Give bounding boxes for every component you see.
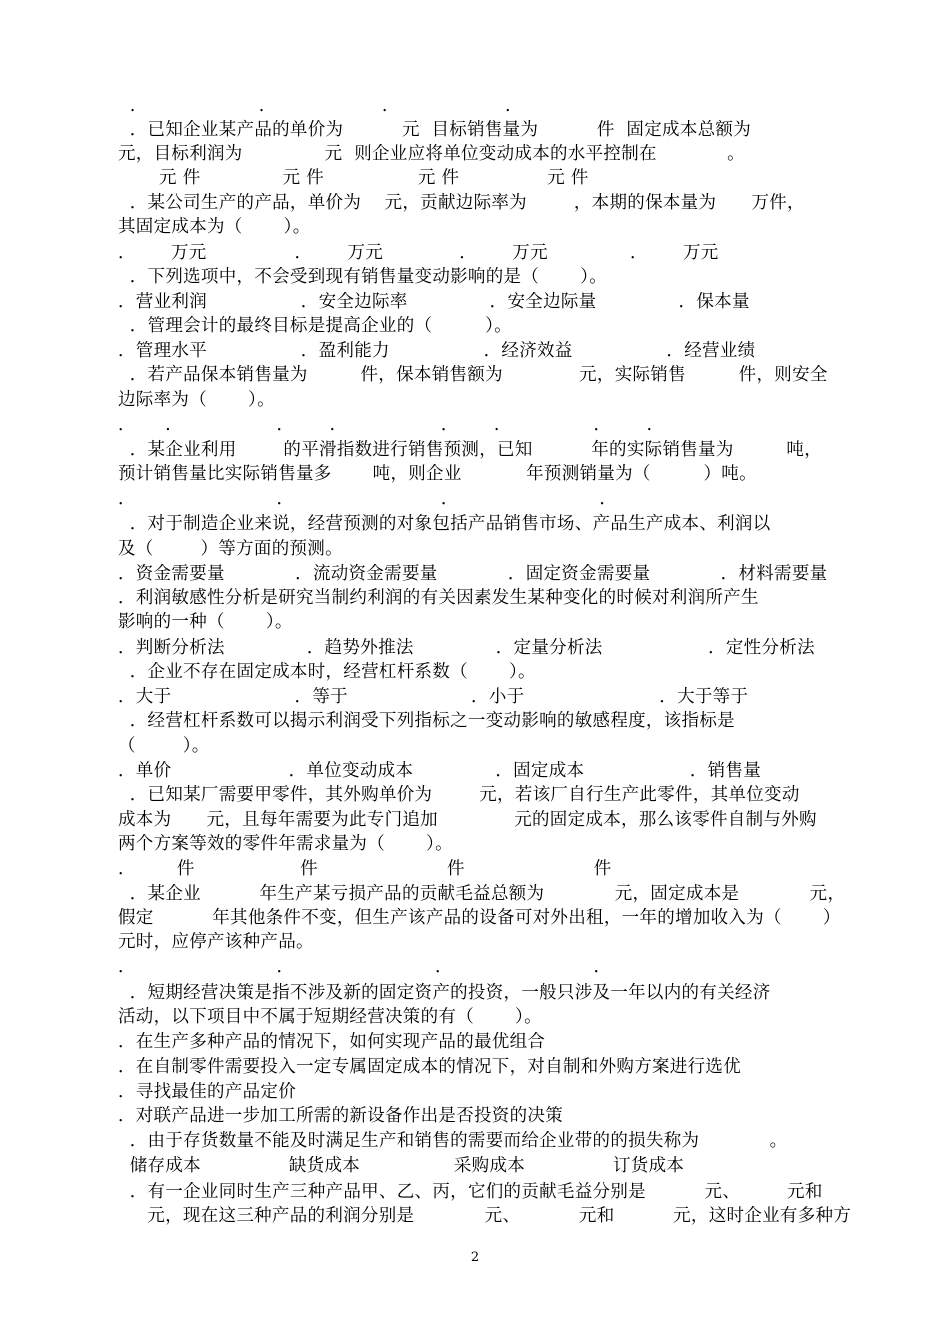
text-line: ．已知某厂需要甲零件，其外购单价为 元，若该厂自行生产此零件，其单位变动 xyxy=(118,785,800,805)
text-line: 其固定成本为（ ）。 xyxy=(118,217,311,237)
text-line: ．某企业利用 的平滑指数进行销售预测，已知 年的实际销售量为 吨， xyxy=(118,440,823,460)
text-line: 预计销售量比实际销售量多 吨，则企业 年预测销量为（ ）吨。 xyxy=(118,464,757,484)
text-line: ．管理水平 ．盈利能力 ．经济效益 ．经营业绩 xyxy=(118,341,756,361)
text-line: ．营业利润 ．安全边际率 ．安全边际量 ．保本量 xyxy=(118,292,750,312)
text-line: ．某企业 年生产某亏损产品的贡献毛益总额为 元，固定成本是 元， xyxy=(118,884,846,904)
text-line: ．下列选项中，不会受到现有销售量变动影响的是（ ）。 xyxy=(118,267,608,287)
text-line: 假定 年其他条件不变，但生产该产品的设备可对外出租，一年的增加收入为（ ） xyxy=(118,908,841,928)
text-line: 元，目标利润为 元 则企业应将单位变动成本的水平控制在 。 xyxy=(118,144,745,164)
text-line: ． . ． . ． . ． . xyxy=(118,415,653,435)
text-line: ．经营杠杆系数可以揭示利润受下列指标之一变动影响的敏感程度，该指标是 xyxy=(118,711,735,731)
text-line: . . . . xyxy=(118,96,511,116)
text-line: ．判断分析法 ．趋势外推法 ．定量分析法 ．定性分析法 xyxy=(118,638,815,658)
text-line: 活动，以下项目中不属于短期经营决策的有（ ）。 xyxy=(118,1007,542,1027)
text-line: ．利润敏感性分析是研究当制约利润的有关因素发生某种变化的时候对利润所产生 xyxy=(118,588,759,608)
text-line: ．已知企业某产品的单价为 元 目标销售量为 件 固定成本总额为 xyxy=(118,120,752,140)
text-line: ． ． ． ． xyxy=(118,489,618,509)
text-line: ．寻找最佳的产品定价 xyxy=(118,1082,296,1102)
text-line: ．在自制零件需要投入一定专属固定成本的情况下，对自制和外购方案进行选优 xyxy=(118,1057,741,1077)
text-line: ．对于制造企业来说，经营预测的对象包括产品销售市场、产品生产成本、利润以 xyxy=(118,514,771,534)
text-line: ．资金需要量 ．流动资金需要量 ．固定资金需要量 ．材料需要量 xyxy=(118,564,828,584)
text-line: ．单价 ．单位变动成本 ．固定成本 ．销售量 xyxy=(118,761,762,781)
text-line: ．若产品保本销售量为 件，保本销售额为 元，实际销售 件，则安全 xyxy=(118,365,828,385)
text-line: ．有一企业同时生产三种产品甲、乙、丙，它们的贡献毛益分别是 元、 元和 xyxy=(118,1182,823,1202)
text-line: ． 万元 ． 万元 ． 万元 ． 万元 xyxy=(118,243,719,263)
text-line: 影响的一种（ ）。 xyxy=(118,612,293,632)
text-line: 边际率为（ ）。 xyxy=(118,390,275,410)
text-line: ．大于 ．等于 ．小于 ．大于等于 xyxy=(118,687,749,707)
text-line: （ ）。 xyxy=(118,736,210,756)
text-line: 及（ ）等方面的预测。 xyxy=(118,539,343,559)
text-line: 元 件 元 件 元 件 元 件 xyxy=(118,168,589,188)
text-line: ．企业不存在固定成本时，经营杠杆系数（ ）。 xyxy=(118,662,536,682)
text-line: 元时，应停产该种产品。 xyxy=(118,932,314,952)
text-line: ．某公司生产的产品，单价为 元，贡献边际率为 ，本期的保本量为 万件， xyxy=(118,193,805,213)
text-line: 成本为 元，且每年需要为此专门追加 元的固定成本，那么该零件自制与外购 xyxy=(118,810,817,830)
text-line: 储存成本 缺货成本 采购成本 订货成本 xyxy=(118,1156,685,1176)
text-line: ．对联产品进一步加工所需的新设备作出是否投资的决策 xyxy=(118,1106,563,1126)
text-line: ．短期经营决策是指不涉及新的固定资产的投资，一般只涉及一年以内的有关经济 xyxy=(118,983,771,1003)
text-line: ．在生产多种产品的情况下，如何实现产品的最优组合 xyxy=(118,1032,546,1052)
text-line: 元，现在这三种产品的利润分别是 元、 元和 元，这时企业有多种方 xyxy=(118,1206,852,1226)
text-line: ．由于存货数量不能及时满足生产和销售的需要而给企业带的的损失称为 。 xyxy=(118,1131,788,1151)
text-line: ． 件 件 件 件 xyxy=(118,859,612,879)
text-line: ．管理会计的最终目标是提高企业的（ ）。 xyxy=(118,316,512,336)
text-line: ． ． ． ． xyxy=(118,957,612,977)
page-number: 2 xyxy=(470,1250,480,1265)
text-line: 两个方案等效的零件年需求量为（ ）。 xyxy=(118,834,453,854)
